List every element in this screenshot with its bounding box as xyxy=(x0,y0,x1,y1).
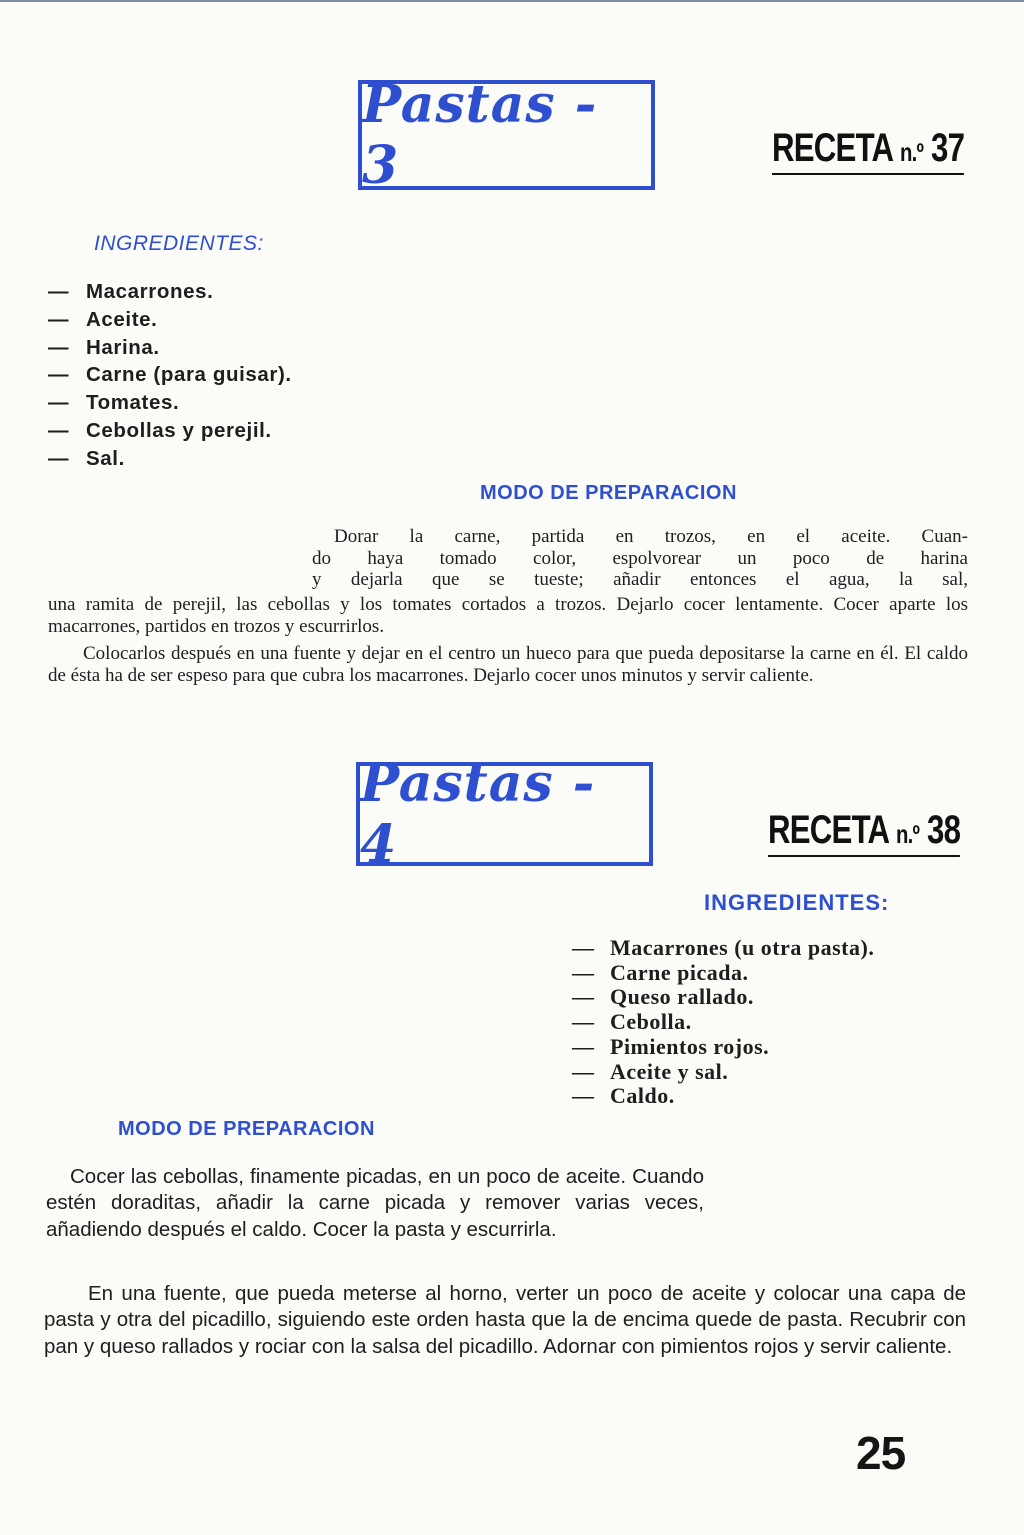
list-item: — Carne picada. xyxy=(572,959,749,985)
list-item: — Aceite. xyxy=(48,307,158,331)
receta-label: RECETA xyxy=(768,808,889,852)
section-title-box-38 xyxy=(356,753,653,875)
list-item: — Carne (para guisar). xyxy=(48,363,292,387)
list-item: — Caldo. xyxy=(572,1083,675,1109)
list-item: — Sal. xyxy=(48,446,125,470)
method-line: do haya tomado color, espolvorear un poco de harina xyxy=(312,547,968,569)
receta-label: RECETA xyxy=(772,126,893,170)
list-item: — Tomates. xyxy=(48,391,180,415)
section-title-38: Pastas - 4 xyxy=(360,753,596,875)
method-body-37 xyxy=(48,594,968,686)
method-paragraph: Cocer las cebollas, finamente picadas, en un poco de aceite. Cuando estén doraditas, añadir la carne picada y remover varias veces, añadiendo después el caldo. Cocer la pasta y escurrirla. xyxy=(46,1165,704,1241)
method-title-37: MODO DE PREPARACION xyxy=(480,482,737,504)
list-item: — Queso rallado. xyxy=(572,984,754,1010)
method-body-38 xyxy=(44,1281,966,1360)
method-paragraph: En una fuente, que pueda meterse al horno, verter un poco de aceite y colocar una capa de pasta y otra del picadillo, siguiendo este orden hasta que la de encima quede de pasta. Recubrir con pan y queso rallados y rociar con la salsa del picadillo. Adornar con pimientos rojos y servir caliente. xyxy=(44,1282,966,1358)
top-edge-rule xyxy=(0,0,1024,2)
receta-number: 38 xyxy=(927,808,961,852)
receta-n: n.º xyxy=(896,819,920,849)
ingredients-list-37 xyxy=(48,278,292,473)
method-paragraph: Colocarlos después en una fuente y dejar en el centro un hueco para que pueda depositarse la carne en él. El caldo de ésta ha de ser espeso para que cubra los macarrones. Dejarlo cocer unos minutos y servir caliente. xyxy=(48,643,968,686)
method-line: Dorar la carne, partida en trozos, en el aceite. Cuan- xyxy=(334,526,968,547)
receta-n: n.º xyxy=(900,137,924,167)
list-item: — Pimientos rojos. xyxy=(572,1033,770,1059)
ingredients-title-38: INGREDIENTES: xyxy=(704,890,890,915)
list-item: — Macarrones. xyxy=(48,280,214,303)
method-line: y dejarla que se tueste; añadir entonces el agua, la sal, xyxy=(312,569,968,591)
method-intro-37 xyxy=(312,526,968,591)
method-intro-38 xyxy=(46,1164,704,1243)
recipe-number-37 xyxy=(772,126,964,175)
list-item: — Macarrones (u otra pasta). xyxy=(572,935,875,960)
list-item: — Harina. xyxy=(48,335,160,359)
method-paragraph: una ramita de perejil, las cebollas y los tomates cortados a trozos. Dejarlo cocer lentamente. Cocer aparte los macarrones, partidos en trozos y escurrirlos. xyxy=(48,594,968,637)
ingredients-title-37: INGREDIENTES: xyxy=(94,232,264,255)
ingredients-list-38 xyxy=(572,936,874,1109)
receta-number: 37 xyxy=(931,126,965,170)
recipe-number-38 xyxy=(768,808,960,857)
list-item: — Cebolla. xyxy=(572,1009,692,1035)
list-item: — Cebollas y perejil. xyxy=(48,418,272,442)
page-number: 25 xyxy=(856,1427,906,1479)
method-title-38: MODO DE PREPARACION xyxy=(118,1118,375,1140)
list-item: — Aceite y sal. xyxy=(572,1058,729,1084)
section-title-37: Pastas - 3 xyxy=(362,74,598,196)
section-title-box-37 xyxy=(358,74,655,196)
